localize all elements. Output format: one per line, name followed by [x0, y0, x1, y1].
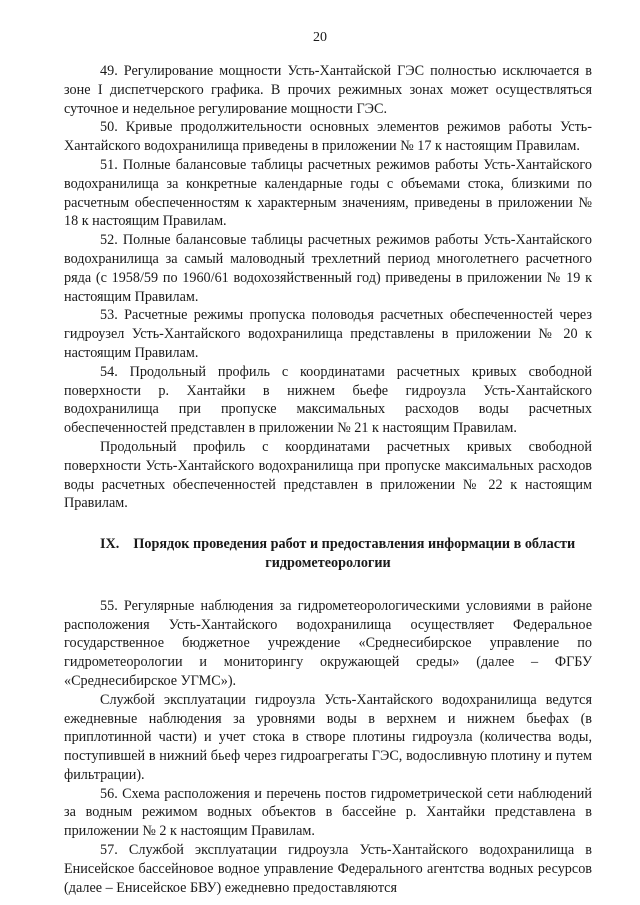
paragraph-57: 57. Службой эксплуатации гидроузла Усть-Хантайского водохранилища в Енисейское бассейновое водное управление Федерального агентства водных ресурсов (далее – Енисейское БВУ) ежедневно предоставляются — [64, 842, 592, 896]
section-heading-line-1 — [64, 535, 592, 554]
paragraph-54-continued: Продольный профиль с координатами расчетных кривых свободной поверхности Усть-Хантайского водохранилища при пропуске максимальных расходов воды расчетных обеспеченностей представлен в приложении № 22 к настоящим Правилам. — [64, 438, 592, 512]
paragraph-53: 53. Расчетные режимы пропуска половодья расчетных обеспеченностей через гидроузел Усть-Хантайского водохранилища представлены в приложении № 20 к настоящим Правилам. — [64, 307, 592, 361]
paragraph-52: 52. Полные балансовые таблицы расчетных режимов работы Усть-Хантайского водохранилища за самый маловодный трехлетний период многолетнего расчетного ряда (с 1958/59 по 1960/61 водохозяйственный год) приведены в приложении № 19 к настоящим Правилам. — [64, 232, 592, 305]
paragraph-56: 56. Схема расположения и перечень постов гидрометрической сети наблюдений за водным режимом водных объектов в бассейне р. Хантайки представлена в приложении № 2 к настоящим Правилам. — [64, 785, 592, 840]
paragraph-51: 51. Полные балансовые таблицы расчетных режимов работы Усть-Хантайского водохранилища за конкретные календарные годы с объемами стока, близкими по расчетным обеспеченностям к характерным значениям, приведены в приложении № 18 к настоящим Правилам. — [64, 156, 592, 230]
page-number: 20 — [313, 30, 327, 45]
paragraph-54: 54. Продольный профиль с координатами расчетных кривых свободной поверхности р. Хантайки в нижнем бьефе гидроузла Усть-Хантайского водохранилища при пропуске максимальных расходов воды расчетных обеспеченностей представлен в приложении № 21 к настоящим Правилам. — [64, 363, 592, 437]
paragraph-55-continued: Службой эксплуатации гидроузла Усть-Хантайского водохранилища ведутся ежедневные наблюдения за уровнями воды в верхнем и нижнем бьефах (в приплотинной части) и учет стока в створе плотины гидроузла (количества воды, поступившей в нижний бьеф через гидроагрегаты ГЭС, водосливную плотину и путем фильтрации). — [64, 691, 592, 783]
section-number: IX. — [100, 536, 120, 553]
paragraph-55: 55. Регулярные наблюдения за гидрометеорологическими условиями в районе расположения Усть-Хантайского водохранилища осуществляет Федеральное государственное бюджетное учреждение «Среднесибирское управление по гидрометеорологии и мониторингу окружающей среды» (далее – ФГБУ «Среднесибирское УГМС»). — [64, 597, 592, 689]
section-heading — [64, 535, 592, 573]
section-title-part-2: гидрометеорологии — [265, 554, 391, 571]
page-content — [64, 62, 592, 897]
paragraph-50: 50. Кривые продолжительности основных элементов режимов работы Усть-Хантайского водохранилища приведены в приложении № 17 к настоящим Правилам. — [64, 119, 592, 155]
paragraph-49: 49. Регулирование мощности Усть-Хантайской ГЭС полностью исключается в зоне I диспетчерского графика. В прочих режимных зонах может осуществляться суточное и недельное регулирование мощности ГЭС. — [64, 63, 592, 117]
section-title-part-1: Порядок проведения работ и предоставления информации в области — [133, 536, 576, 553]
